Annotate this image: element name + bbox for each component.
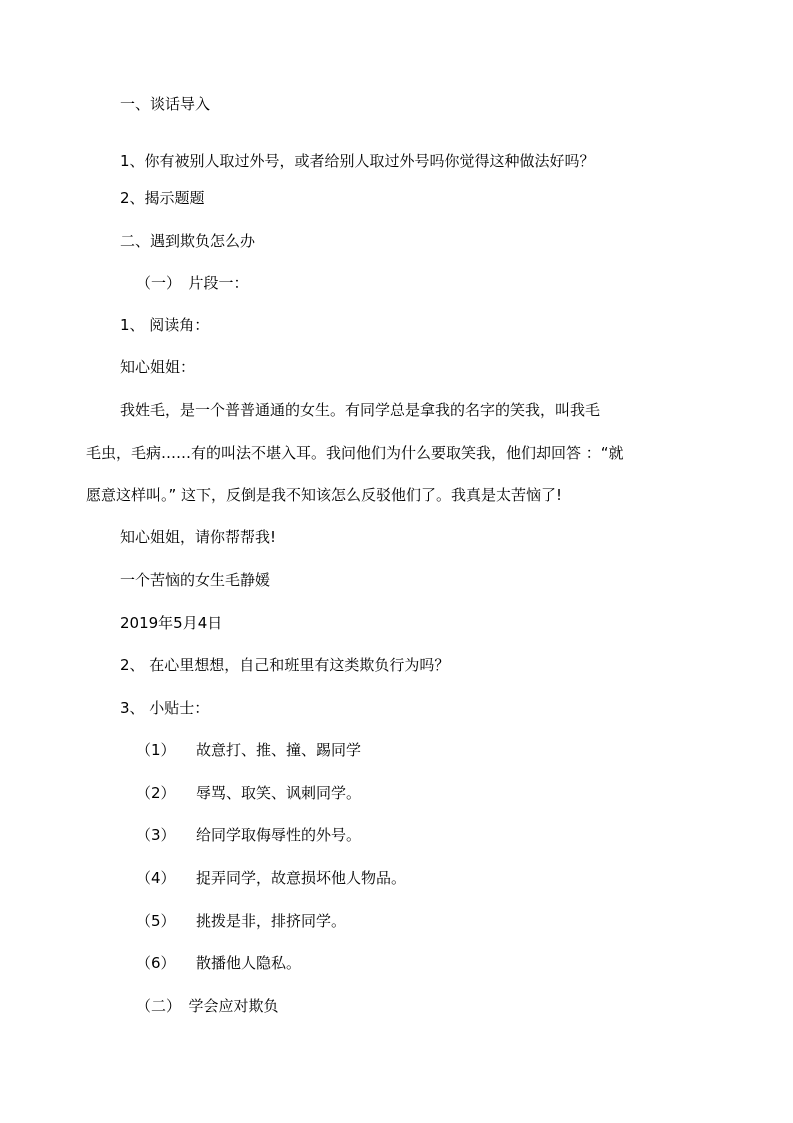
tip-number: （5） — [136, 912, 176, 930]
tip-item — [136, 911, 346, 931]
tips-item: 3、 小贴士： — [120, 699, 210, 717]
part1-heading: （一） 片段一： — [136, 274, 249, 292]
letter-signature: 一个苦恼的女生毛静媛 — [120, 571, 271, 589]
tip-number: （1） — [136, 741, 176, 759]
tip-item — [136, 953, 301, 973]
tip-text: 给同学取侮辱性的外号。 — [196, 826, 362, 844]
tip-text: 故意打、推、撞、踢同学 — [196, 741, 362, 759]
letter-body-line-1: 我姓毛，是一个普普通通的女生。有同学总是拿我的名字的笑我，叫我毛 — [120, 401, 601, 419]
tip-text: 辱骂、取笑、讽刺同学。 — [196, 784, 362, 802]
question-1: 1、你有被别人取过外号，或者给别人取过外号吗你觉得这种做法好吗？ — [120, 152, 595, 170]
letter-body-line-3: 愿意这样叫。” 这下，反倒是我不知该怎么反驳他们了。我真是太苦恼了! — [86, 486, 563, 504]
tip-item — [136, 825, 361, 845]
tip-item — [136, 868, 406, 888]
think-item: 2、 在心里想想，自己和班里有这类欺负行为吗？ — [120, 656, 450, 674]
letter-date: 2019年5月4日 — [120, 614, 223, 632]
section1-heading: 一、谈话导入 — [120, 95, 211, 113]
tip-item — [136, 740, 361, 760]
question-2: 2、揭示题题 — [120, 189, 205, 207]
tip-number: （2） — [136, 784, 176, 802]
letter-body-line-2: 毛虫，毛病……有的叫法不堪入耳。我问他们为什么要取笑我，他们却回答 ：“就 — [86, 444, 624, 462]
tip-number: （3） — [136, 826, 176, 844]
tip-text: 挑拨是非，排挤同学。 — [196, 912, 347, 930]
tip-number: （4） — [136, 869, 176, 887]
section2-heading: 二、遇到欺负怎么办 — [120, 232, 256, 250]
part2-heading: （二） 学会应对欺负 — [136, 997, 279, 1015]
reading-item: 1、 阅读角： — [120, 316, 210, 334]
letter-salutation: 知心姐姐： — [120, 358, 196, 376]
tip-text: 散播他人隐私。 — [196, 954, 302, 972]
tip-number: （6） — [136, 954, 176, 972]
tip-item — [136, 783, 361, 803]
tip-text: 捉弄同学，故意损坏他人物品。 — [196, 869, 407, 887]
letter-plea: 知心姐姐，请你帮帮我! — [120, 528, 277, 546]
